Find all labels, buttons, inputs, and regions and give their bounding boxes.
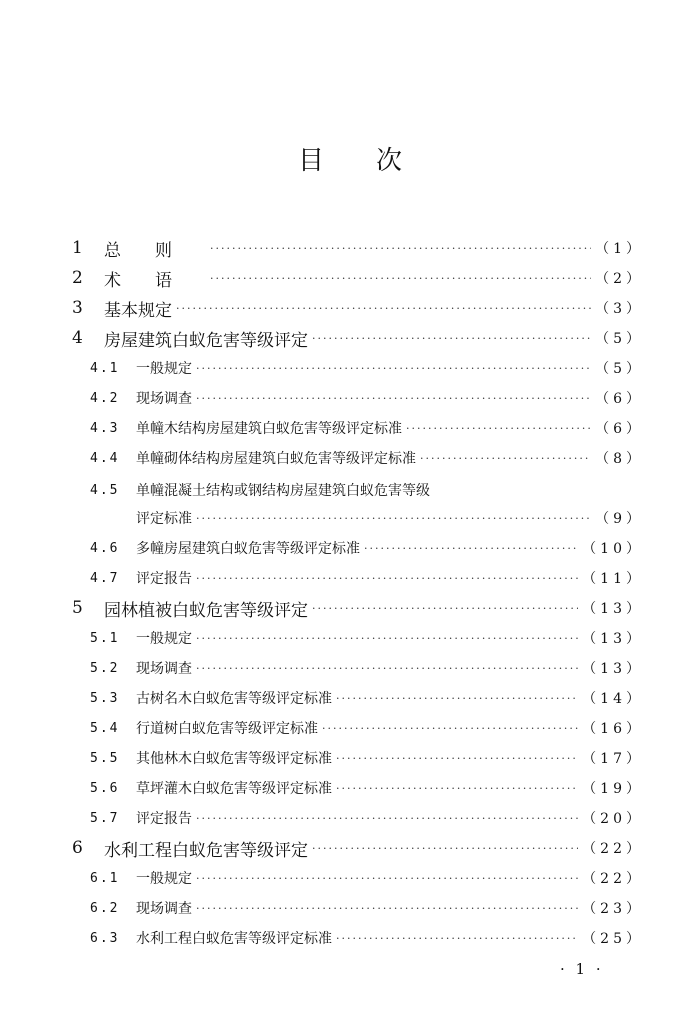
toc-entry[interactable] (90, 506, 644, 530)
toc-entry-page: （5） (595, 361, 644, 377)
toc-entry-label: 一般规定 (136, 361, 192, 377)
toc-entry-label: 单幢混凝土结构或钢结构房屋建筑白蚁危害等级 (136, 483, 430, 499)
toc-entry[interactable] (72, 266, 644, 290)
toc-entry-label: 一般规定 (136, 631, 192, 647)
toc-entry[interactable] (90, 686, 644, 710)
dot-leader (196, 392, 591, 405)
toc-entry-page: （8） (595, 451, 644, 467)
toc-entry-page: （13） (582, 631, 644, 647)
dot-leader (312, 332, 591, 345)
toc-entry[interactable] (72, 236, 644, 260)
toc-entry[interactable] (90, 478, 644, 502)
toc-entry-number: 4.4 (90, 450, 120, 466)
toc-entry-page: （19） (582, 781, 644, 797)
dot-leader (196, 812, 578, 825)
dot-leader (196, 362, 591, 375)
toc-entry-number: 6 (72, 838, 83, 858)
toc-entry-number: 1 (72, 238, 83, 258)
dot-leader (196, 662, 578, 675)
toc-entry[interactable] (72, 836, 644, 860)
toc-entry-label: 其他林木白蚁危害等级评定标准 (136, 751, 332, 767)
toc-entry-number: 5.2 (90, 660, 120, 676)
dot-leader (336, 932, 578, 945)
toc-entry-page: （16） (582, 721, 644, 737)
toc-entry-number: 4.7 (90, 570, 120, 586)
dot-leader (196, 872, 578, 885)
page-title: 目次 (297, 146, 454, 176)
toc-entry[interactable] (72, 596, 644, 620)
dot-leader (196, 902, 578, 915)
toc-entry[interactable] (90, 386, 644, 410)
toc-entry-page: （25） (582, 931, 644, 947)
dot-leader (336, 752, 578, 765)
toc-entry-number: 4 (72, 328, 83, 348)
toc-entry-page: （22） (582, 871, 644, 887)
toc-entry-label: 单幢砌体结构房屋建筑白蚁危害等级评定标准 (136, 451, 416, 467)
toc-entry-page: （11） (582, 571, 644, 587)
dot-leader (312, 842, 578, 855)
toc-entry[interactable] (90, 716, 644, 740)
toc-entry-page: （14） (582, 691, 644, 707)
toc-entry[interactable] (72, 326, 644, 350)
toc-entry-number: 4.5 (90, 482, 120, 498)
toc-entry-number: 6.1 (90, 870, 120, 886)
toc-entry[interactable] (90, 866, 644, 890)
toc-entry[interactable] (90, 536, 644, 560)
toc-entry[interactable] (90, 446, 644, 470)
toc-entry-number: 4.6 (90, 540, 120, 556)
toc-entry[interactable] (90, 656, 644, 680)
toc-entry-label: 多幢房屋建筑白蚁危害等级评定标准 (136, 541, 360, 557)
toc-entry-page: （6） (595, 421, 644, 437)
toc-entry-page: （3） (595, 301, 644, 317)
toc-entry-number: 5.3 (90, 690, 120, 706)
toc-entry-number: 6.3 (90, 930, 120, 946)
toc-entry-page: （5） (595, 331, 644, 347)
toc-entry-number: 6.2 (90, 900, 120, 916)
dot-leader (196, 572, 578, 585)
toc-entry-number: 5.5 (90, 750, 120, 766)
toc-entry-number: 5.4 (90, 720, 120, 736)
toc-entry[interactable] (90, 926, 644, 950)
toc-entry-label: 基本规定 (104, 300, 172, 321)
toc-entry[interactable] (90, 896, 644, 920)
toc-entry-label: 现场调查 (136, 661, 192, 677)
toc-entry-label: 现场调查 (136, 901, 192, 917)
dot-leader (322, 722, 578, 735)
toc-entry-number: 4.2 (90, 390, 120, 406)
dot-leader (210, 272, 591, 285)
toc-entry[interactable] (90, 566, 644, 590)
toc-entry-page: （9） (595, 511, 644, 527)
dot-leader (364, 542, 578, 555)
toc-entry-label: 草坪灌木白蚁危害等级评定标准 (136, 781, 332, 797)
toc-entry-page: （13） (582, 601, 644, 617)
dot-leader (196, 632, 578, 645)
toc-entry-label: 总则 (104, 240, 206, 261)
dot-leader (196, 512, 591, 525)
dot-leader (336, 782, 578, 795)
toc-entry-label: 评定报告 (136, 571, 192, 587)
toc-entry-number: 5.6 (90, 780, 120, 796)
dot-leader (176, 302, 591, 315)
toc-entry-label: 评定标准 (136, 511, 192, 527)
toc-entry-label: 房屋建筑白蚁危害等级评定 (104, 330, 308, 351)
toc-entry-label: 单幢木结构房屋建筑白蚁危害等级评定标准 (136, 421, 402, 437)
toc-entry[interactable] (90, 356, 644, 380)
toc-entry-page: （23） (582, 901, 644, 917)
toc-entry-number: 3 (72, 298, 83, 318)
toc-entry-label: 术语 (104, 270, 206, 291)
toc-entry-label: 评定报告 (136, 811, 192, 827)
dot-leader (210, 242, 591, 255)
toc-entry-page: （20） (582, 811, 644, 827)
toc-entry-page: （13） (582, 661, 644, 677)
toc-entry-page: （17） (582, 751, 644, 767)
toc-entry-number: 5.1 (90, 630, 120, 646)
toc-entry[interactable] (90, 416, 644, 440)
toc-entry-number: 5 (72, 598, 83, 618)
toc-entry-label: 古树名木白蚁危害等级评定标准 (136, 691, 332, 707)
toc-entry-label: 水利工程白蚁危害等级评定 (104, 840, 308, 861)
toc-entry[interactable] (72, 296, 644, 320)
toc-entry[interactable] (90, 626, 644, 650)
toc-entry-page: （6） (595, 391, 644, 407)
toc-entry-label: 园林植被白蚁危害等级评定 (104, 600, 308, 621)
toc-entry-label: 现场调查 (136, 391, 192, 407)
toc-entry-page: （1） (595, 241, 644, 257)
dot-leader (336, 692, 578, 705)
dot-leader (420, 452, 591, 465)
toc-entry-number: 2 (72, 268, 83, 288)
toc-entry-label: 一般规定 (136, 871, 192, 887)
toc-entry-label: 行道树白蚁危害等级评定标准 (136, 721, 318, 737)
dot-leader (312, 602, 578, 615)
toc-entry[interactable] (90, 776, 644, 800)
dot-leader (406, 422, 591, 435)
toc-entry[interactable] (90, 746, 644, 770)
toc-entry-number: 5.7 (90, 810, 120, 826)
toc-entry-label: 水利工程白蚁危害等级评定标准 (136, 931, 332, 947)
toc-entry-page: （10） (582, 541, 644, 557)
toc-entry-page: （2） (595, 271, 644, 287)
toc-entry[interactable] (90, 806, 644, 830)
toc-entry-number: 4.1 (90, 360, 120, 376)
toc-entry-page: （22） (582, 841, 644, 857)
toc-entry-number: 4.3 (90, 420, 120, 436)
page-number: · 1 · (560, 960, 604, 978)
